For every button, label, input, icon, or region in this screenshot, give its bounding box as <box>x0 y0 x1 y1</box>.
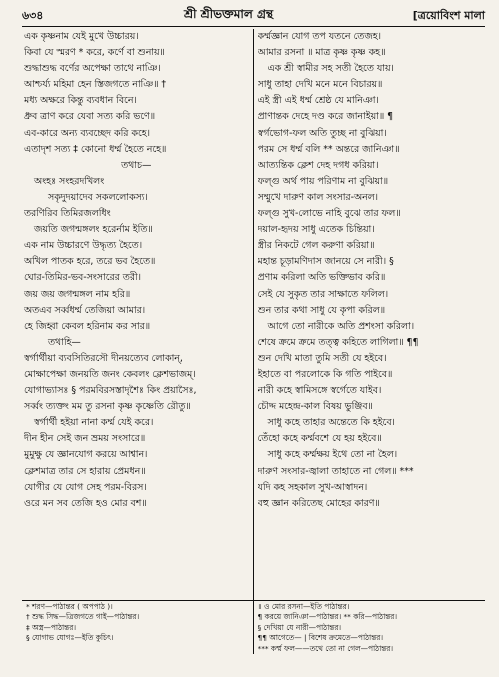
sanskrit-line: সকৃদুদয়াদেব সকললোকস্য। <box>48 191 148 203</box>
verse-line: সাধু কহে তাহার অন্তেতে কি হইবে। <box>267 417 395 429</box>
footnote: ‡ অস্ত্র—পাঠান্তর। <box>26 622 76 632</box>
verse-line: স্ত্রীর নিকটে গেল করুণা করিয়া॥ <box>257 240 375 252</box>
verse-line: এতাদৃশ সত্য ‡ কোনো ধর্ম্ম হৈতে নহে॥ <box>24 143 167 155</box>
verse-line: আত্যন্তিক ক্লেশ দেহ দগধ করিয়া। <box>257 159 379 171</box>
left-column <box>22 29 254 621</box>
verse-line: তেঁহো কহে কর্ম্মবশে যে হয় হইবে॥ <box>257 433 382 445</box>
footnotes-right <box>254 602 486 654</box>
verse-line: হে জিহ্বা কেবল হরিনাম কর সার॥ <box>24 320 151 332</box>
verse-line: যদি কহ সহকাল সুখ-আস্বাদন। <box>257 481 368 493</box>
text-columns <box>22 29 485 621</box>
footnote: ¶¶ আগেতে— | বিশেষ ক্রমেতে—পাঠান্তর। <box>257 633 383 643</box>
verse-line: পরম সে ধর্ম্ম বলি ** অন্তরে জানিঞা॥ <box>257 143 400 155</box>
section-heading: তথাচ— <box>121 159 152 171</box>
verse-line: জয় জয় জগন্মঙ্গল নাম হরি॥ <box>24 288 131 300</box>
verse-line: যোগীর যে যোগ সেহ পরম-বিরস। <box>24 481 147 493</box>
verse-line: সাধু তাহা দেখি মনে মনে বিচারয়॥ <box>257 79 383 91</box>
footnote: § দেখিয়া যে নারী—পাঠান্তর। <box>257 622 342 632</box>
page-number: ৬৩৪ <box>22 8 44 22</box>
verse-line: শুন দেখি মাতা তুমি সতী যে হইবে। <box>257 352 387 364</box>
verse-line: ফল্গু অর্থ পায় পরিণাম না বুঝিয়া॥ <box>257 175 388 187</box>
verse-line: ওরে মন সব তেজি হও মোর বশ॥ <box>24 497 147 509</box>
verse-line: আগে তো নারীকে অতি প্রশংসা করিলা। <box>267 320 415 332</box>
verse-line: এক নাম উচ্চারণে উদ্ধৃত্য হৈতে। <box>24 240 143 252</box>
verse-line: সেই যে সুকৃত তার সাক্ষাতে ফলিল। <box>257 288 389 300</box>
verse-line: নারী কহে স্বামিসঙ্গে স্বর্গেতে যাইব। <box>257 385 382 397</box>
verse-line: বহু জ্ঞান করিতেছ মোহের কারণ॥ <box>257 497 380 509</box>
verse-line: প্রণাম করিলা অতি ভক্তিভাব করি॥ <box>257 272 386 284</box>
verse-line: আমার রসনা ॥ মাত্র কৃষ্ণ কৃষ্ণ কহ॥ <box>257 47 386 59</box>
verse-line: শুন তার কথা সাধু যে কৃপা করিল॥ <box>257 304 386 316</box>
verse-line: শুদ্ধাশুদ্ধ বর্ণের অপেক্ষা তাথে নাঞি। <box>24 63 161 75</box>
verse-line: স্বর্গভোগ-ফল অতি তুচ্ছ না বুঝিয়া। <box>257 127 387 139</box>
verse-line: শেষে ক্রমে ক্রমে তত্ত্ব কহিতে লাগিলা॥ ¶¶ <box>257 336 419 348</box>
verse-line: স্বর্গার্থী হইয়া নানা কর্ম্ম যেই করে। <box>34 417 154 429</box>
section-heading: তথাহি— <box>48 336 81 348</box>
sanskrit-line: স্বর্গার্থীয়া ব্যবসিতিরসৌ দীনয়ত্যেব লোকান্, <box>24 352 183 364</box>
verse-line: মুমুক্ষু যে জ্ঞানযোগ করয়ে আশ্বান। <box>24 449 148 461</box>
footnote: § যোগাভ যোগঃ—ইতি কুচিৎ। <box>26 633 114 643</box>
verse-line: কর্ম্মজ্ঞান যোগ তপ যতনে তেজহ। <box>257 31 381 42</box>
verse-line: ঘোর-তিমির-ভব-সংসারের তরী। <box>24 272 142 284</box>
footnote: † শুদ্ধ সিদ্ধ—ত্রিজগতে গাই—পাঠান্তর। <box>26 612 140 622</box>
footnote-divider <box>22 600 485 601</box>
verse-line: সাধু কহে কর্ম্মক্ষয় ইথে তো না হৈল। <box>267 449 398 461</box>
sanskrit-line: সর্ব্বং ত্যক্তং মম তু রসনা কৃষ্ণ কৃষ্ণেতি রৌতু॥ <box>24 401 191 413</box>
right-column <box>254 29 486 621</box>
verse-line: সম্মুখে দারুণ কাল সংসার-অনল। <box>257 191 379 203</box>
sanskrit-line: জয়তি জগন্মঙ্গলং হরের্নাম ইতি॥ <box>34 224 153 236</box>
footnote: * শরণ—পাঠান্তর ( অপপাঠ )। <box>26 602 113 611</box>
verse-line: ফল্গু সুখ-লোভে নাহি বুঝে তার ফল॥ <box>257 208 401 220</box>
verse-line: মহান্ত চূড়ামণিদাস জানয়ে সে নারী। § <box>257 256 394 268</box>
verse-line: কিবা যে স্মরণ * করে, কর্ণে বা শুনায়॥ <box>24 47 165 59</box>
verse-line: আশ্চর্য্য মহিমা হেন স্তিজগতে নাঞি॥ † <box>24 79 167 91</box>
footnotes-left <box>22 602 254 654</box>
footnote: ¶ করয়ে জানিঞা—পাঠান্তর। ** করি—পাঠান্তর। <box>257 612 398 622</box>
verse-line: দয়াল-হৃদয় সাধু এতেক চিন্তিয়া। <box>257 224 375 236</box>
sanskrit-line: যোগাভ্যাসঃ § পরমবিরসস্তাদৃশৈঃ কিং প্রয়াসৈঃ, <box>24 385 197 397</box>
verse-line: এক শ্রী স্বামীর সহ সতী হৈতে যায়। <box>267 63 394 75</box>
page-header <box>22 6 485 27</box>
chapter-label: [ত্রয়োবিংশ মালা <box>412 8 485 22</box>
verse-line: ধ্রুব ত্রাণ করে যেবা সত্য করি ভণে॥ <box>24 111 156 123</box>
verse-line: এব-কারে অন্য ব্যবচ্ছেদ করি কহে। <box>24 127 151 139</box>
verse-line: দারুণ সংসার-জ্বালা তাহাতে না গেল॥ *** <box>257 465 414 477</box>
verse-line: চৌদ্দ মহেন্দ্র-কাল বিষয় ভুঞ্জিব॥ <box>257 401 373 413</box>
verse-line: অখিল পাতক হরে, তরে ভব হৈতে॥ <box>24 256 156 268</box>
verse-line: এই স্ত্রী এই ধর্ম্ম শ্রেষ্ঠ যে মানিঞা। <box>257 95 379 107</box>
sanskrit-line: অংহঃ সংহরদখিলং <box>34 175 105 187</box>
verse-line: অতএব সর্ব্বধর্ম্ম তেজিয়া আমার। <box>24 304 146 316</box>
book-title: শ্রী শ্রীভক্তমাল গ্রন্থ <box>183 7 274 21</box>
verse-line: দীন হীন সেই জন ভ্রময় সংসারে॥ <box>24 433 146 445</box>
footnote: ॥ ও মোর রসনা—ইতি পাঠান্তর। <box>257 602 350 611</box>
verse-line: প্রাণান্তক দেহে দণ্ড করে জানাইয়া॥ ¶ <box>257 111 394 123</box>
footnotes <box>22 602 485 654</box>
footnote: *** কর্ম্ম ফল——তথে তো না গেল—পাঠান্তর। <box>257 643 394 653</box>
sanskrit-line: মোক্ষাপেক্ষা জনয়তি জনং কেবলং ক্লেশভাজম্। <box>24 368 196 380</box>
verse-line: ক্লেশমাত্র তার সে হারায় প্রেমধন॥ <box>24 465 146 477</box>
verse-line: মধ্য অক্ষরে কিন্তু ব্যবধান বিনে। <box>24 95 137 107</box>
sanskrit-line: তরণিরিব তিমিরজলধিং <box>24 208 111 220</box>
verse-line: ইহাতে বা পরলোকে কি গতি পাইবে॥ <box>257 368 393 380</box>
verse-line: এক কৃষ্ণনাম যেই মুখে উচ্চারয়। <box>24 31 139 42</box>
